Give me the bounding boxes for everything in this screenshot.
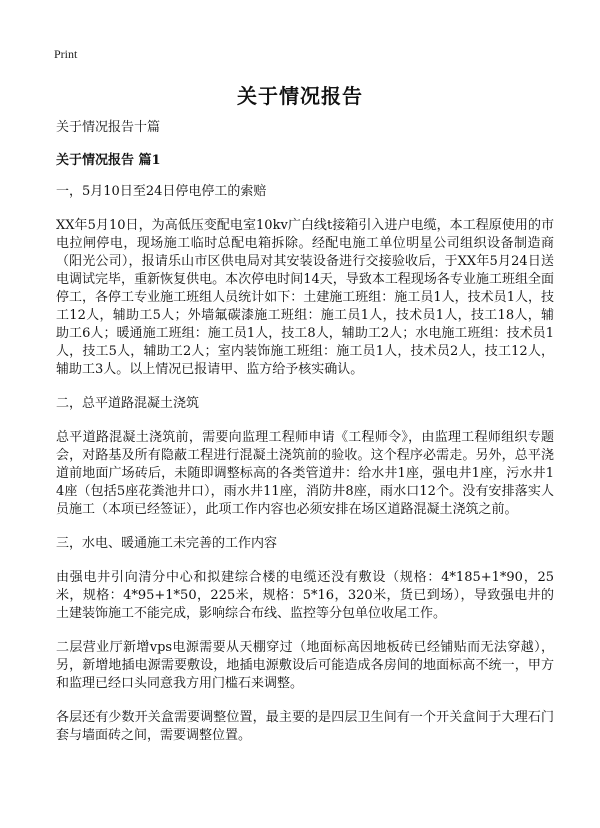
- paragraph-1: XX年5月10日，为高低压变配电室10kv广白线t接箱引入进户电缆，本工程原使用的市电拉闸停电，现场施工临时总配电箱拆除。经配电施工单位明星公司组织设备制造商（阳光公司），报请乐山市区供电局对其安装设备进行交接验收后，于XX年5月24日送电调试完毕，重新恢复供电。本次停电时间14天，导致本工程现场各专业施工班组全面停工，各停工专业施工班组人员统计如下：土建施工班组：施工员1人，技术员1人，技工12人，辅助工5人；外墙氟碳漆施工班组：施工员1人，技术员1人，技工18人，辅助工6人；暖通施工班组：施工员1人，技工8人，辅助工2人；水电施工班组：技术员1人，技工5人，辅助工2人；室内装饰施工班组：施工员1人，技术员2人，技工12人，辅助工3人。以上情况已报请甲、监方给予核实确认。: [56, 218, 554, 377]
- print-link[interactable]: Print: [54, 47, 78, 61]
- document-body: [56, 119, 554, 761]
- section-title: 关于情况报告 篇1: [56, 153, 161, 168]
- section-heading-1: 一，5月10日至24日停电停工的索赔: [56, 184, 267, 199]
- paragraph-3: 由强电井引向清分中心和拟建综合楼的电缆还没有敷设（规格：4*185+1*90，25米，规格：4*95+1*50，225米，规格：5*16，320米，货已到场），导致强电井的土建装饰施工不能完成，影响综合布线、监控等分包单位收尾工作。: [56, 570, 554, 621]
- paragraph-4: 二层营业厅新增vps电源需要从天棚穿过（地面标高因地板砖已经铺贴而无法穿越），另，新增地插电源需要敷设，地插电源敷设后可能造成各房间的地面标高不统一，甲方和监理已经口头同意我方用门槛石来调整。: [56, 640, 554, 691]
- page-title: 关于情况报告: [237, 84, 363, 108]
- document-subtitle: 关于情况报告十篇: [56, 120, 161, 135]
- paragraph-5: 各层还有少数开关盒需要调整位置，最主要的是四层卫生间有一个开关盒间于大理石门套与墙面砖之间，需要调整位置。: [56, 710, 554, 743]
- paragraph-2: 总平道路混凝土浇筑前，需要向监理工程师申请《工程师令》，由监理工程师组织专题会，对路基及所有隐蔽工程进行混凝土浇筑前的验收。这个程序必需走。另外，总平浇道前地面广场砖后，未随即调整标高的各类管道井：给水井1座，强电井1座，污水井14座（包括5座花粪池井口），雨水井11座，消防井8座，雨水口12个。没有安排落实人员施工（本项已经签证），此项工作内容也必须安排在场区道路混凝土浇筑之前。: [56, 430, 554, 517]
- section-heading-3: 三，水电、暖通施工未完善的工作内容: [56, 536, 278, 551]
- section-heading-2: 二，总平道路混凝土浇筑: [56, 396, 200, 411]
